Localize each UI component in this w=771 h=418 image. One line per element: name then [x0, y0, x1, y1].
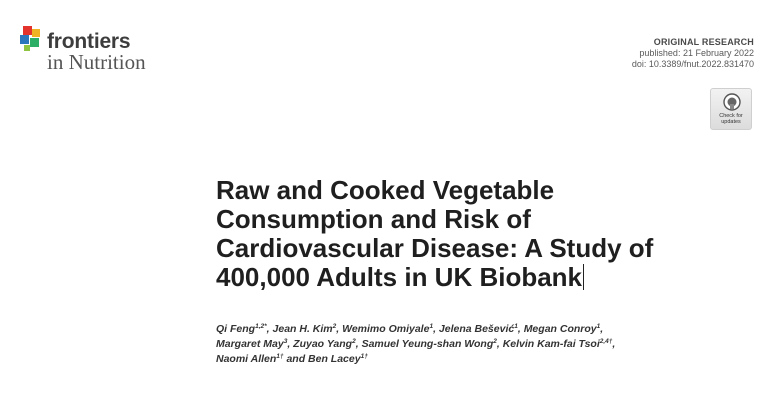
author-affiliation: 2: [352, 338, 356, 345]
author-affiliation: 1†: [276, 353, 284, 360]
title-line: Consumption and Risk of: [216, 204, 531, 234]
check-for-updates-icon: [723, 93, 741, 111]
author-name[interactable]: Qi Feng: [216, 323, 256, 335]
author-name[interactable]: Zuyao Yang: [293, 338, 353, 350]
author-affiliation: 1,2*: [255, 323, 267, 330]
author-name[interactable]: Margaret May: [216, 338, 284, 350]
text-cursor: [583, 264, 584, 290]
journal-subtitle: in Nutrition: [47, 50, 146, 74]
frontiers-cube-logo-icon: [20, 26, 46, 56]
author-affiliation: 2: [493, 338, 497, 345]
author-affiliation: 1: [429, 323, 434, 330]
author-name[interactable]: Ben Lacey: [308, 353, 361, 365]
author-name[interactable]: Naomi Allen: [216, 353, 277, 365]
article-meta: [632, 37, 754, 70]
journal-logo: [20, 26, 170, 72]
title-line: 400,000 Adults in UK Biobank: [216, 262, 583, 292]
publish-date: published: 21 February 2022: [639, 48, 754, 58]
author-name[interactable]: Jelena Bešević: [438, 323, 515, 335]
title-line: Cardiovascular Disease: A Study of: [216, 233, 654, 263]
check-for-updates-label: Check for updates: [719, 113, 743, 125]
author-affiliation: 2,4†: [599, 338, 613, 345]
journal-brand-name: frontiers: [47, 30, 131, 53]
article-type: ORIGINAL RESEARCH: [653, 37, 754, 47]
author-affiliation: 3: [283, 338, 288, 345]
author-name[interactable]: Jean H. Kim: [272, 323, 333, 335]
title-line: Raw and Cooked Vegetable: [216, 175, 555, 205]
author-name[interactable]: Megan Conroy: [523, 323, 597, 335]
author-affiliation: 1: [596, 323, 601, 330]
author-list: Qi Feng$^{1,2*}$, Jean H. Kim$^2$, Wemimo Omiyale$^1$, Jelena Bešević$^1$, Megan Conroy$^1$, Margaret May$^3$, Zuyao Yang$^2$, Samuel Yeung-shan Wong$^2$, Kelvin Kam-fai Tsoi$^{2,4\dagger}$, Naomi Allen$^{1\dagger}$ and Ben Lacey$^{1\dagger}$: [216, 323, 616, 365]
author-name[interactable]: Wemimo Omiyale: [342, 323, 430, 335]
author-affiliation: 2: [332, 323, 337, 330]
author-name[interactable]: Samuel Yeung-shan Wong: [361, 338, 494, 350]
author-affiliation: 1†: [360, 353, 368, 360]
authors-conjunction: and: [286, 353, 306, 365]
article-title: [216, 176, 756, 292]
doi[interactable]: doi: 10.3389/fnut.2022.831470: [631, 59, 754, 69]
author-name[interactable]: Kelvin Kam-fai Tsoi: [502, 338, 600, 350]
author-affiliation: 1: [514, 323, 518, 330]
check-for-updates-button[interactable]: [710, 88, 752, 130]
